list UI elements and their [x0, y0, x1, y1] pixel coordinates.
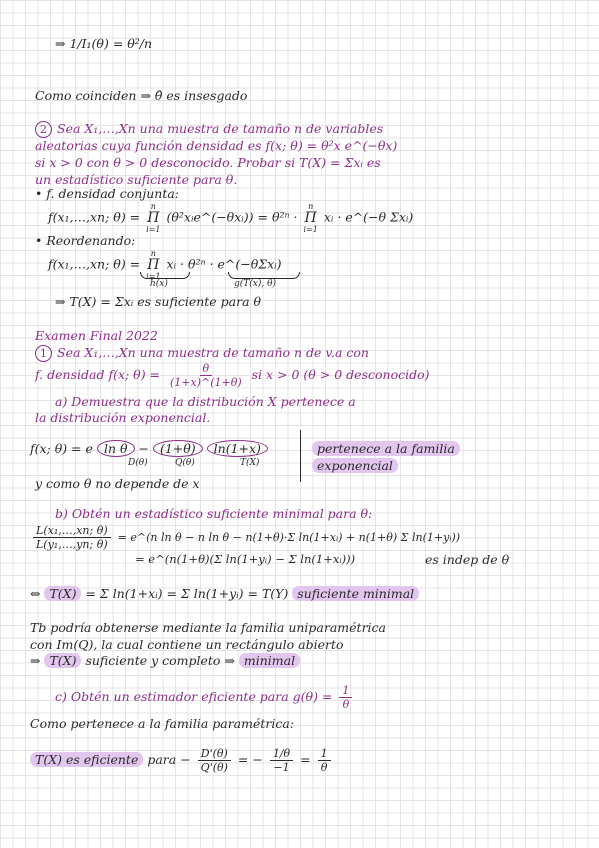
g-function-label: g(T(x), θ) — [234, 279, 277, 289]
part-a-text-1: a) Demuestra que la distribución X pertenece a — [55, 394, 356, 409]
theta-indep-line — [35, 476, 200, 491]
family-text-2: con Im(Q), la cual contiene un rectángulo abierto — [30, 637, 344, 652]
sufficiency-conclusion: ⇒ T(X) = Σxᵢ es suficiente para θ — [55, 294, 262, 309]
derivative-num: D'(θ) — [198, 747, 231, 761]
label-q-theta: Q(θ) — [175, 458, 195, 468]
brace-h — [140, 272, 190, 279]
likelihood-ratio-expansion: = e^(n ln θ − n ln θ − n(1+θ)·Σ ln(1+xᵢ) + n(1+θ) Σ ln(1+yᵢ)) — [117, 531, 461, 544]
result-num: 1 — [318, 747, 331, 761]
part-c-line — [55, 684, 355, 711]
likelihood-ratio — [30, 524, 460, 551]
part-c-text: c) Obtén un estimador eficiente para g(θ) = — [55, 689, 333, 704]
exercise-1-text-1: Sea X₁,…,Xn una muestra de tamaño n de v.a con — [57, 345, 369, 360]
product-symbol-3: n Π i=1 — [146, 249, 161, 281]
exercise-1-text-2a: f. densidad — [35, 367, 105, 382]
density-fraction — [167, 362, 245, 389]
exercise-2-statement-line1 — [35, 121, 383, 138]
exp-family-text-1: pertenece a la familia — [312, 441, 460, 456]
likelihood-ratio-simplified — [135, 552, 355, 567]
part-b-line — [55, 506, 372, 521]
exp-form-lhs: f(x; θ) = e — [30, 441, 93, 456]
exp-term-d: ln θ — [97, 440, 135, 457]
label-d-theta: D(θ) — [128, 458, 148, 468]
efficient-eq: = − — [237, 752, 263, 767]
likelihood-ratio-eq2: = e^(n(1+θ)(Σ ln(1+yᵢ) − Σ ln(1+xᵢ))) — [135, 552, 356, 566]
label-t-x: T(X) — [240, 458, 260, 468]
family-complete-text: suficiente y completo ⇒ — [85, 653, 235, 668]
parametric-family-line — [30, 716, 294, 731]
joint-density-heading — [35, 186, 179, 201]
fisher-bound-text: ⇒ 1/I₁(θ) = θ²/n — [55, 36, 153, 51]
likelihood-ratio-fraction — [33, 524, 111, 551]
joint-density-mid: (θ²xᵢe^(−θxᵢ)) = θ²ⁿ · — [166, 209, 298, 225]
exercise-2-statement-line4 — [35, 172, 237, 187]
family-t-of-x: T(X) — [44, 653, 81, 668]
t-of-x-highlight: T(X) — [44, 586, 81, 601]
h-of-x-label: h(x) — [150, 279, 168, 289]
family-line-3 — [30, 653, 300, 668]
exercise-1-statement-line1 — [35, 345, 369, 362]
exp-term-t: ln(1+x) — [207, 440, 268, 457]
joint-density-rhs: xᵢ · e^(−θ Σxᵢ) — [323, 209, 414, 225]
part-a-text-2: la distribución exponencial. — [35, 410, 211, 425]
efficient-estimator-line — [30, 747, 334, 774]
part-b-text: b) Obtén un estadístico suficiente minimal para θ: — [55, 506, 373, 521]
result-den: θ — [320, 761, 328, 774]
note-line-01 — [55, 36, 152, 51]
family-minimal-highlight: minimal — [239, 653, 300, 668]
part-a-line1 — [55, 394, 356, 409]
exercise-1-text-2b: f(x; θ) = — [108, 367, 161, 382]
exercise-2-number: 2 — [35, 121, 52, 138]
exercise-2-conclusion — [55, 294, 261, 309]
efficient-eq2: = — [300, 752, 311, 767]
joint-density-label: • f. densidad conjunta: — [35, 186, 180, 201]
likelihood-ratio-num: L(x₁,…,xn; θ) — [33, 524, 111, 538]
product-symbol-2: n Π i=1 — [303, 202, 318, 234]
exercise-1-statement-line2 — [35, 362, 430, 389]
family-text-1: Tb podría obtenerse mediante la familia uniparamétrica — [30, 620, 386, 635]
exp-family-highlight-1 — [312, 441, 460, 456]
equiv-symbol: ⇔ — [30, 586, 41, 601]
reorder-heading — [35, 233, 135, 248]
separator-bar — [300, 430, 301, 482]
exercise-2-statement-line2 — [35, 138, 397, 153]
g-theta-fraction — [339, 684, 352, 711]
indep-theta-text: es indep de θ — [425, 552, 510, 567]
exercise-2-text-4: un estadístico suficiente para θ. — [35, 172, 238, 187]
exercise-2-text-2: aleatorias cuya función densidad es f(x; θ) = θ²x e^(−θx) — [35, 138, 398, 153]
derivative-fraction — [198, 747, 231, 774]
family-arrow: ⇒ — [30, 653, 41, 668]
exam-title-line — [35, 328, 158, 343]
g-theta-num: 1 — [339, 684, 352, 698]
exp-family-highlight-2 — [312, 458, 398, 473]
value-den: −1 — [273, 761, 290, 774]
family-line-1 — [30, 620, 386, 635]
joint-density-lhs: f(x₁,…,xn; θ) = — [48, 209, 141, 225]
exponential-form-equation: f(x; θ) = e ln θ − (1+θ) ln(1+x) — [30, 440, 268, 457]
exp-term-q: (1+θ) — [153, 440, 203, 457]
reorder-prod-term: xᵢ — [166, 256, 177, 272]
exercise-1-number: 1 — [35, 345, 52, 362]
note-line-02 — [35, 88, 247, 103]
brace-g — [228, 272, 300, 279]
result-fraction — [318, 747, 331, 774]
minimal-sufficient-line — [30, 586, 419, 601]
reorder-label: • Reordenando: — [35, 233, 136, 248]
likelihood-ratio-den: L(y₁,…,yn; θ) — [36, 538, 108, 551]
equiv-middle: = Σ ln(1+xᵢ) = Σ ln(1+yᵢ) = T(Y) — [85, 586, 289, 601]
part-a-line2 — [35, 410, 210, 425]
efficient-highlight: T(X) es eficiente — [30, 752, 143, 767]
family-line-2 — [30, 637, 344, 652]
value-num: 1/θ — [270, 747, 293, 761]
exercise-1-text-2c: si x > 0 (θ > 0 desconocido) — [251, 367, 430, 382]
joint-density-equation — [48, 202, 413, 234]
exam-title: Examen Final 2022 — [35, 328, 158, 343]
exp-family-text-2: exponencial — [312, 458, 398, 473]
reorder-g-term: · θ²ⁿ · e^(−θΣxᵢ) — [180, 256, 282, 272]
parametric-family-text: Como pertenece a la familia paramétrica: — [30, 716, 295, 731]
unbiased-conclusion: Como coinciden ⇒ θ̂ es insesgado — [35, 88, 248, 103]
density-fraction-num: θ — [200, 362, 213, 376]
density-fraction-den: (1+x)^(1+θ) — [170, 376, 242, 389]
product-symbol-1: n Π i=1 — [146, 202, 161, 234]
indep-theta-note — [425, 552, 509, 567]
exercise-2-text-1: Sea X₁,…,Xn una muestra de tamaño n de variables — [57, 121, 384, 136]
reorder-lhs: f(x₁,…,xn; θ) = — [48, 256, 141, 272]
exercise-2-statement-line3 — [35, 155, 381, 170]
derivative-den: Q'(θ) — [200, 761, 228, 774]
minimal-sufficient-highlight: suficiente minimal — [292, 586, 419, 601]
efficient-for-text: para − — [147, 752, 191, 767]
exercise-2-text-3: si x > 0 con θ > 0 desconocido. Probar si T(X) = Σxᵢ es — [35, 155, 381, 170]
value-fraction — [270, 747, 293, 774]
theta-indep-text: y como θ no depende de x — [35, 476, 200, 491]
g-theta-den: θ — [342, 698, 350, 711]
